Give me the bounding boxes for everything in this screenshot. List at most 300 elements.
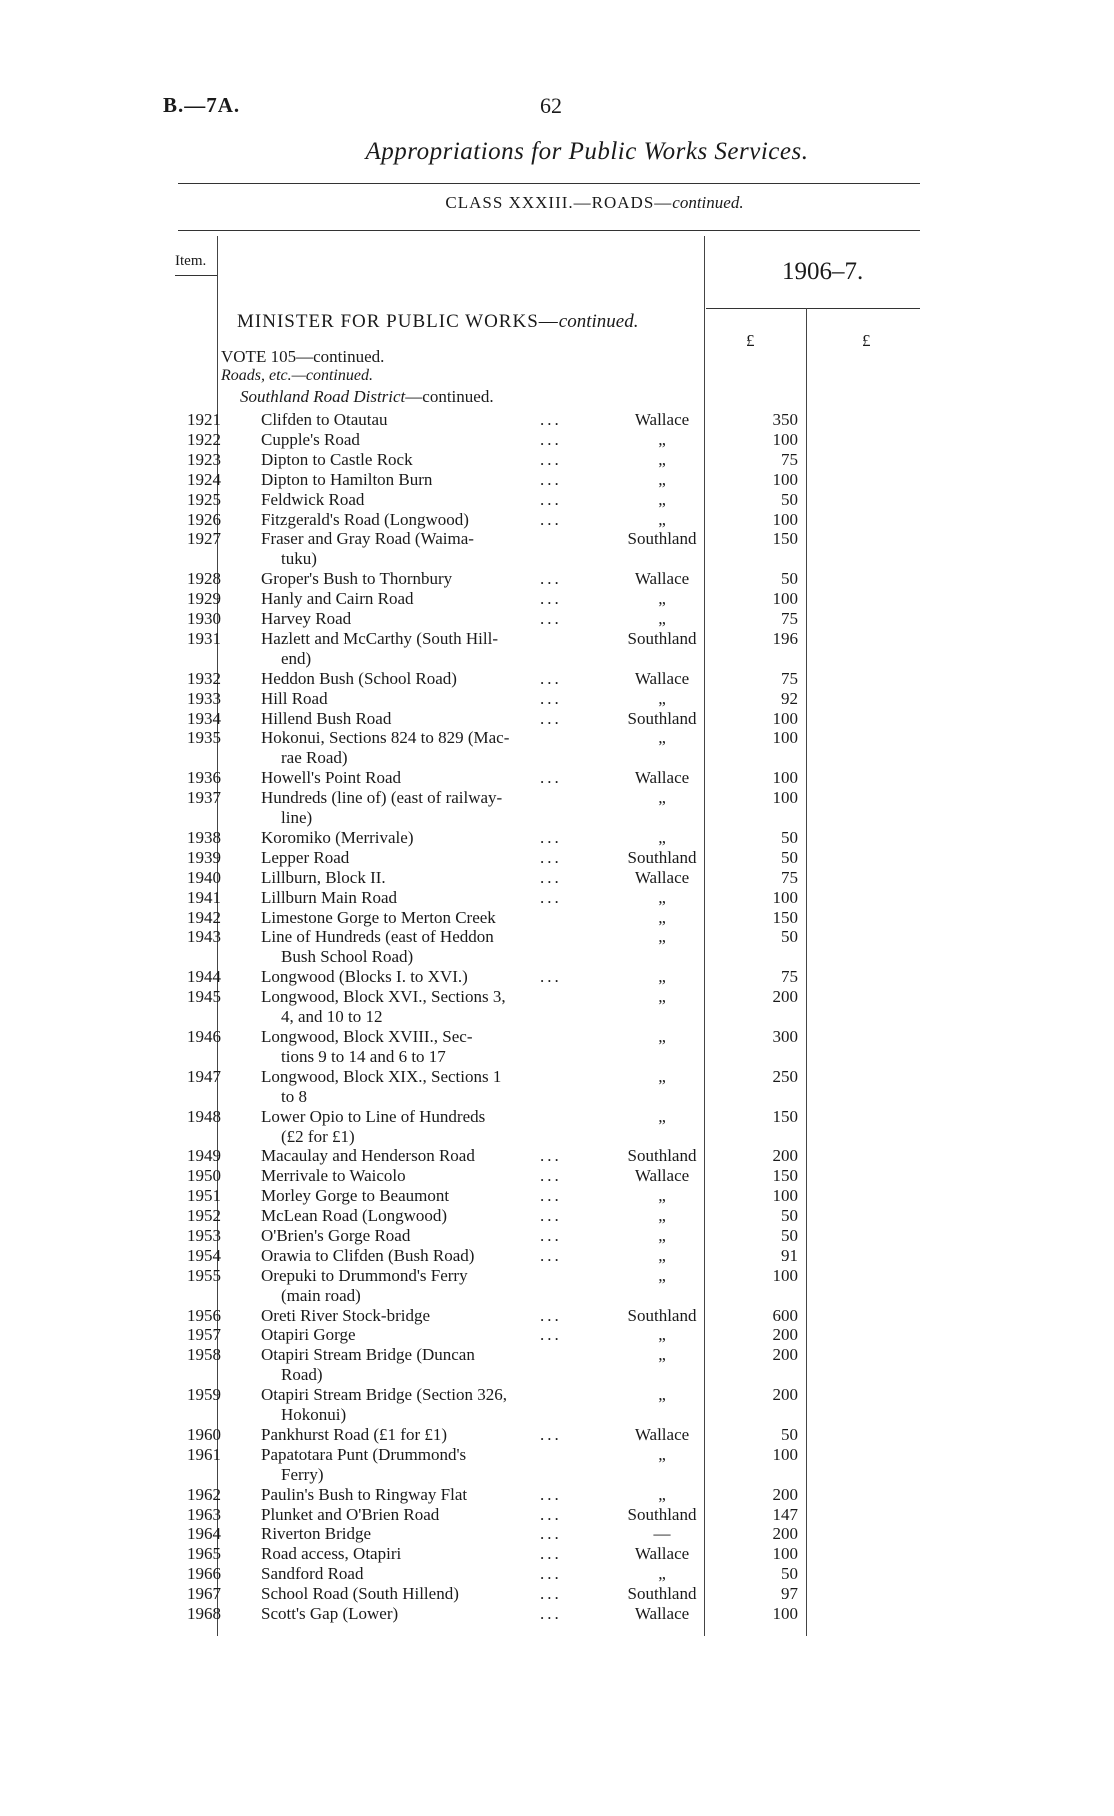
- amount: 100: [772, 728, 798, 748]
- road-name-line: Limestone Gorge to Merton Creek: [261, 907, 496, 927]
- amount: 350: [772, 410, 798, 429]
- item-number: 1966: [187, 1564, 221, 1584]
- road-name-line: Hillend Bush Road: [261, 708, 392, 728]
- leader-dots: ...: [540, 429, 562, 449]
- county: Southland: [627, 1584, 697, 1604]
- amount: 50: [781, 489, 798, 509]
- item-number: 1938: [187, 827, 221, 847]
- road-name-line: Howell's Point Road: [261, 768, 402, 788]
- amount: 100: [772, 708, 798, 728]
- road-name: [261, 1425, 561, 1445]
- amount: 196: [772, 628, 798, 648]
- county: „: [658, 1026, 666, 1046]
- road-name-line: Longwood (Blocks I. to XVI.): [261, 967, 468, 987]
- amount: 75: [781, 867, 798, 887]
- road-name-line: Longwood, Block XVI., Sections 3,: [261, 987, 506, 1007]
- county: Wallace: [634, 1166, 690, 1186]
- amount: 100: [772, 1604, 798, 1623]
- road-name: [261, 987, 561, 1027]
- item-number: 1968: [187, 1604, 221, 1623]
- road-name: [261, 828, 561, 848]
- county: „: [658, 489, 666, 509]
- amount: 200: [772, 1524, 798, 1544]
- amount: 100: [772, 788, 798, 808]
- amount: 150: [772, 907, 798, 927]
- amount: 150: [772, 529, 798, 549]
- leader-dots: ...: [540, 509, 562, 529]
- item-number: 1962: [187, 1484, 221, 1504]
- minister-suffix: continued.: [558, 311, 639, 332]
- amount: 50: [781, 1564, 798, 1584]
- leader-dots: ...: [540, 1146, 562, 1166]
- amount: 50: [781, 847, 798, 867]
- item-number: 1955: [187, 1265, 221, 1285]
- item-number: 1941: [187, 887, 221, 907]
- leader-dots: ...: [540, 768, 562, 788]
- road-name-line: Line of Hundreds (east of Heddon: [261, 927, 494, 947]
- pound-sign-1: £: [746, 331, 755, 350]
- leader-dots: ...: [540, 449, 562, 469]
- road-name: [261, 1186, 561, 1206]
- road-name: [261, 1345, 561, 1385]
- leader-dots: ...: [540, 489, 562, 509]
- leader-dots: ...: [540, 569, 562, 589]
- road-name-continuation: (£2 for £1): [281, 1126, 355, 1146]
- amount: 100: [772, 509, 798, 529]
- county: „: [658, 1186, 666, 1206]
- leader-dots: ...: [540, 1524, 562, 1544]
- county: „: [658, 1345, 666, 1365]
- road-name: [261, 490, 561, 510]
- county: —: [653, 1524, 671, 1544]
- amount: 97: [781, 1584, 798, 1604]
- item-number: 1945: [187, 987, 221, 1007]
- item-column-header: Item.: [175, 253, 207, 269]
- item-number: 1931: [187, 628, 221, 648]
- amount: 75: [781, 609, 798, 628]
- road-name-line: Feldwick Road: [261, 489, 365, 509]
- road-name: [261, 1544, 561, 1564]
- road-name-line: School Road (South Hillend): [261, 1584, 459, 1604]
- county: „: [658, 509, 666, 529]
- road-name-line: Dipton to Castle Rock: [261, 449, 413, 469]
- road-name: [261, 728, 561, 768]
- leader-dots: ...: [540, 1564, 562, 1584]
- item-number: 1937: [187, 788, 221, 808]
- road-name: [261, 709, 561, 729]
- item-number: 1956: [187, 1305, 221, 1325]
- amount: 100: [772, 1544, 798, 1564]
- road-name-continuation: tions 9 to 14 and 6 to 17: [281, 1046, 446, 1066]
- class-heading-suffix: continued.: [672, 193, 744, 212]
- road-name-line: Fitzgerald's Road (Longwood): [261, 509, 469, 529]
- road-name: [261, 430, 561, 450]
- road-name: [261, 1206, 561, 1226]
- road-name-continuation: end): [281, 648, 312, 668]
- county: „: [658, 1106, 666, 1126]
- county: „: [658, 728, 666, 748]
- leader-dots: ...: [540, 1484, 562, 1504]
- road-name-line: Macaulay and Henderson Road: [261, 1146, 475, 1166]
- item-number: 1935: [187, 728, 221, 748]
- road-name-line: Oreti River Stock-bridge: [261, 1305, 431, 1325]
- road-name-line: Cupple's Road: [261, 429, 360, 449]
- road-name-line: Hundreds (line of) (east of railway-: [261, 788, 503, 808]
- road-name-line: Hanly and Cairn Road: [261, 589, 414, 609]
- county: „: [658, 589, 666, 609]
- road-name-line: Papatotara Punt (Drummond's: [261, 1444, 467, 1464]
- road-name: [261, 450, 561, 470]
- road-name: [261, 967, 561, 987]
- amount: 50: [781, 569, 798, 589]
- item-number: 1940: [187, 867, 221, 887]
- item-number: 1924: [187, 469, 221, 489]
- road-name-line: Riverton Bridge: [261, 1524, 372, 1544]
- amount: 100: [772, 1186, 798, 1206]
- amount: 100: [772, 1265, 798, 1285]
- amount: 75: [781, 449, 798, 469]
- road-name-continuation: 4, and 10 to 12: [281, 1007, 383, 1027]
- item-number: 1960: [187, 1424, 221, 1444]
- road-name: [261, 768, 561, 788]
- leader-dots: ...: [540, 708, 562, 728]
- road-name: [261, 1505, 561, 1525]
- leader-dots: ...: [540, 1186, 562, 1206]
- amount: 150: [772, 1166, 798, 1186]
- county: „: [658, 907, 666, 927]
- county: „: [658, 1484, 666, 1504]
- road-name: [261, 1107, 561, 1147]
- item-number: 1944: [187, 967, 221, 987]
- amount: 100: [772, 768, 798, 788]
- leader-dots: ...: [540, 887, 562, 907]
- leader-dots: ...: [540, 1325, 562, 1345]
- item-number: 1964: [187, 1524, 221, 1544]
- road-name: [261, 848, 561, 868]
- leader-dots: ...: [540, 668, 562, 688]
- county: Southland: [627, 1504, 697, 1524]
- road-name: [261, 1485, 561, 1505]
- amount: 92: [781, 688, 798, 708]
- road-name-continuation: tuku): [281, 549, 317, 569]
- road-name: [261, 410, 561, 430]
- road-name-line: Hill Road: [261, 688, 328, 708]
- road-name-line: Fraser and Gray Road (Waima-: [261, 529, 474, 549]
- road-name: [261, 529, 561, 569]
- road-name-line: Longwood, Block XIX., Sections 1: [261, 1066, 502, 1086]
- leader-dots: ...: [540, 1225, 562, 1245]
- road-name: [261, 1067, 561, 1107]
- road-name-line: Longwood, Block XVIII., Sec-: [261, 1026, 473, 1046]
- amount: 50: [781, 1424, 798, 1444]
- county: Wallace: [634, 1544, 690, 1564]
- road-name-continuation: rae Road): [281, 748, 348, 768]
- county: „: [658, 788, 666, 808]
- county: „: [658, 1385, 666, 1405]
- item-number: 1961: [187, 1444, 221, 1464]
- leader-dots: ...: [540, 1206, 562, 1225]
- road-name-line: McLean Road (Longwood): [261, 1206, 448, 1225]
- road-name: [261, 589, 561, 609]
- road-name: [261, 927, 561, 967]
- county: „: [658, 449, 666, 469]
- amount: 200: [772, 1484, 798, 1504]
- class-heading-text: CLASS XXXIII.—ROADS—: [445, 193, 673, 212]
- amount: 50: [781, 927, 798, 947]
- item-number: 1957: [187, 1325, 221, 1345]
- road-name-line: Heddon Bush (School Road): [261, 668, 457, 688]
- item-number: 1926: [187, 509, 221, 529]
- county: Wallace: [634, 410, 690, 429]
- item-number: 1933: [187, 688, 221, 708]
- item-number: 1939: [187, 847, 221, 867]
- road-name: [261, 908, 561, 928]
- item-number: 1967: [187, 1584, 221, 1604]
- page-ref: B.—7A.: [163, 93, 241, 117]
- road-name-line: Clifden to Otautau: [261, 410, 388, 429]
- road-name-line: Road access, Otapiri: [261, 1544, 402, 1564]
- county: Wallace: [634, 768, 690, 788]
- amount: 100: [772, 589, 798, 609]
- road-name: [261, 470, 561, 490]
- county: „: [658, 688, 666, 708]
- minister-text: MINISTER FOR PUBLIC WORKS—: [237, 311, 559, 332]
- leader-dots: ...: [540, 867, 562, 887]
- amount: 75: [781, 967, 798, 987]
- item-number: 1929: [187, 589, 221, 609]
- road-name: [261, 1306, 561, 1326]
- item-number: 1952: [187, 1206, 221, 1225]
- road-name: [261, 1027, 561, 1067]
- leader-dots: ...: [540, 847, 562, 867]
- road-name-line: Plunket and O'Brien Road: [261, 1504, 440, 1524]
- road-name-continuation: Ferry): [281, 1464, 324, 1484]
- item-number: 1953: [187, 1225, 221, 1245]
- road-name-line: Morley Gorge to Beaumont: [261, 1186, 450, 1206]
- leader-dots: ...: [540, 1504, 562, 1524]
- item-number: 1943: [187, 927, 221, 947]
- road-name-continuation: (main road): [281, 1285, 361, 1305]
- item-number: 1930: [187, 609, 221, 628]
- amount: 200: [772, 1146, 798, 1166]
- road-name-line: Otapiri Stream Bridge (Section 326,: [261, 1385, 507, 1405]
- road-name: [261, 1226, 561, 1246]
- county: Wallace: [634, 569, 690, 589]
- county: „: [658, 1066, 666, 1086]
- leader-dots: ...: [540, 1245, 562, 1265]
- road-name-line: Dipton to Hamilton Burn: [261, 469, 433, 489]
- amount: 50: [781, 827, 798, 847]
- road-name-line: Lepper Road: [261, 847, 350, 867]
- road-name-continuation: Bush School Road): [281, 947, 414, 967]
- road-name: [261, 1166, 561, 1186]
- item-number: 1921: [187, 410, 221, 429]
- road-name-line: Pankhurst Road (£1 for £1): [261, 1424, 448, 1444]
- leader-dots: ...: [540, 1166, 562, 1186]
- road-name: [261, 629, 561, 669]
- road-name: [261, 569, 561, 589]
- road-name-continuation: to 8: [281, 1086, 307, 1106]
- leader-dots: ...: [540, 1544, 562, 1564]
- county: „: [658, 827, 666, 847]
- item-number: 1954: [187, 1245, 221, 1265]
- amount: 91: [781, 1245, 798, 1265]
- road-name-line: Otapiri Stream Bridge (Duncan: [261, 1345, 475, 1365]
- road-name-line: Hokonui, Sections 824 to 829 (Mac-: [261, 728, 510, 748]
- amount: 300: [772, 1026, 798, 1046]
- county: „: [658, 887, 666, 907]
- road-name: [261, 1325, 561, 1345]
- county: „: [658, 987, 666, 1007]
- road-name-line: Lower Opio to Line of Hundreds: [261, 1106, 486, 1126]
- road-name: [261, 669, 561, 689]
- page-number: 62: [540, 93, 562, 118]
- year-header: 1906–7.: [782, 258, 864, 285]
- road-name: [261, 1266, 561, 1306]
- amount: 200: [772, 1325, 798, 1345]
- county: „: [658, 1325, 666, 1345]
- county: Southland: [627, 708, 697, 728]
- road-name-continuation: line): [281, 808, 313, 828]
- road-name-line: O'Brien's Gorge Road: [261, 1225, 411, 1245]
- amount: 200: [772, 987, 798, 1007]
- road-name: [261, 609, 561, 629]
- county: Wallace: [634, 1604, 690, 1623]
- item-number: 1949: [187, 1146, 221, 1166]
- county: „: [658, 1245, 666, 1265]
- amount: 200: [772, 1345, 798, 1365]
- amount: 600: [772, 1305, 798, 1325]
- item-number: 1928: [187, 569, 221, 589]
- roads-heading: Roads, etc.—continued.: [221, 367, 373, 384]
- item-number: 1959: [187, 1385, 221, 1405]
- road-name-continuation: Hokonui): [281, 1405, 347, 1425]
- item-number: 1942: [187, 907, 221, 927]
- amount: 100: [772, 887, 798, 907]
- road-name: [261, 1146, 561, 1166]
- amount: 100: [772, 429, 798, 449]
- road-name-line: Orawia to Clifden (Bush Road): [261, 1245, 475, 1265]
- leader-dots: ...: [540, 1584, 562, 1604]
- amount: 250: [772, 1066, 798, 1086]
- county: „: [658, 609, 666, 628]
- road-name-line: Lillburn, Block II.: [261, 867, 386, 887]
- pound-sign-2: £: [862, 331, 871, 350]
- leader-dots: ...: [540, 589, 562, 609]
- road-name: [261, 510, 561, 530]
- amount: 100: [772, 469, 798, 489]
- page-title: Appropriations for Public Works Services.: [365, 138, 809, 165]
- road-name-continuation: Road): [281, 1365, 323, 1385]
- road-name: [261, 1524, 561, 1544]
- road-name-line: Groper's Bush to Thornbury: [261, 569, 453, 589]
- leader-dots: ...: [540, 609, 562, 628]
- road-name: [261, 1385, 561, 1425]
- amount: 75: [781, 668, 798, 688]
- item-number: 1965: [187, 1544, 221, 1564]
- vote-heading: VOTE 105—continued.: [221, 347, 385, 366]
- road-name-line: Koromiko (Merrivale): [261, 827, 414, 847]
- item-number: 1948: [187, 1106, 221, 1126]
- leader-dots: ...: [540, 967, 562, 987]
- road-name-line: Hazlett and McCarthy (South Hill-: [261, 628, 499, 648]
- district-suffix: —continued.: [405, 387, 494, 406]
- road-name: [261, 1564, 561, 1584]
- item-number: 1947: [187, 1066, 221, 1086]
- road-name-line: Sandford Road: [261, 1564, 364, 1584]
- leader-dots: ...: [540, 1305, 562, 1325]
- amount: 200: [772, 1385, 798, 1405]
- county: Wallace: [634, 668, 690, 688]
- county: Wallace: [634, 867, 690, 887]
- item-number: 1923: [187, 449, 221, 469]
- county: Wallace: [634, 1424, 690, 1444]
- item-number: 1936: [187, 768, 221, 788]
- county: „: [658, 469, 666, 489]
- item-number: 1963: [187, 1504, 221, 1524]
- county: „: [658, 1225, 666, 1245]
- item-number: 1946: [187, 1026, 221, 1046]
- leader-dots: ...: [540, 688, 562, 708]
- county: „: [658, 429, 666, 449]
- road-name: [261, 888, 561, 908]
- county: „: [658, 967, 666, 987]
- item-number: 1932: [187, 668, 221, 688]
- leader-dots: ...: [540, 410, 562, 429]
- leader-dots: ...: [540, 469, 562, 489]
- county: „: [658, 927, 666, 947]
- road-name-line: Harvey Road: [261, 609, 352, 628]
- road-name-line: Orepuki to Drummond's Ferry: [261, 1265, 468, 1285]
- road-name: [261, 1246, 561, 1266]
- amount: 50: [781, 1206, 798, 1225]
- county: Southland: [627, 1305, 697, 1325]
- county: „: [658, 1444, 666, 1464]
- road-name: [261, 1584, 561, 1604]
- leader-dots: ...: [540, 827, 562, 847]
- county: Southland: [627, 628, 697, 648]
- road-name-line: Otapiri Gorge: [261, 1325, 356, 1345]
- road-name: [261, 868, 561, 888]
- road-name-line: Lillburn Main Road: [261, 887, 397, 907]
- road-name-line: Merrivale to Waicolo: [261, 1166, 406, 1186]
- item-number: 1922: [187, 429, 221, 449]
- county: „: [658, 1265, 666, 1285]
- amount: 100: [772, 1444, 798, 1464]
- road-name: [261, 1445, 561, 1485]
- road-name: [261, 1604, 561, 1624]
- county: Southland: [627, 529, 697, 549]
- amount: 147: [772, 1504, 798, 1524]
- road-name: [261, 788, 561, 828]
- county: „: [658, 1206, 666, 1225]
- road-name: [261, 689, 561, 709]
- leader-dots: ...: [540, 1424, 562, 1444]
- item-number: 1950: [187, 1166, 221, 1186]
- county: Southland: [627, 847, 697, 867]
- road-name-line: Scott's Gap (Lower): [261, 1604, 399, 1623]
- leader-dots: ...: [540, 1604, 562, 1623]
- item-number: 1951: [187, 1186, 221, 1206]
- amount: 50: [781, 1225, 798, 1245]
- item-number: 1925: [187, 489, 221, 509]
- item-number: 1934: [187, 708, 221, 728]
- county: Southland: [627, 1146, 697, 1166]
- county: „: [658, 1564, 666, 1584]
- item-number: 1958: [187, 1345, 221, 1365]
- district-name: Southland Road District: [240, 387, 406, 406]
- amount: 150: [772, 1106, 798, 1126]
